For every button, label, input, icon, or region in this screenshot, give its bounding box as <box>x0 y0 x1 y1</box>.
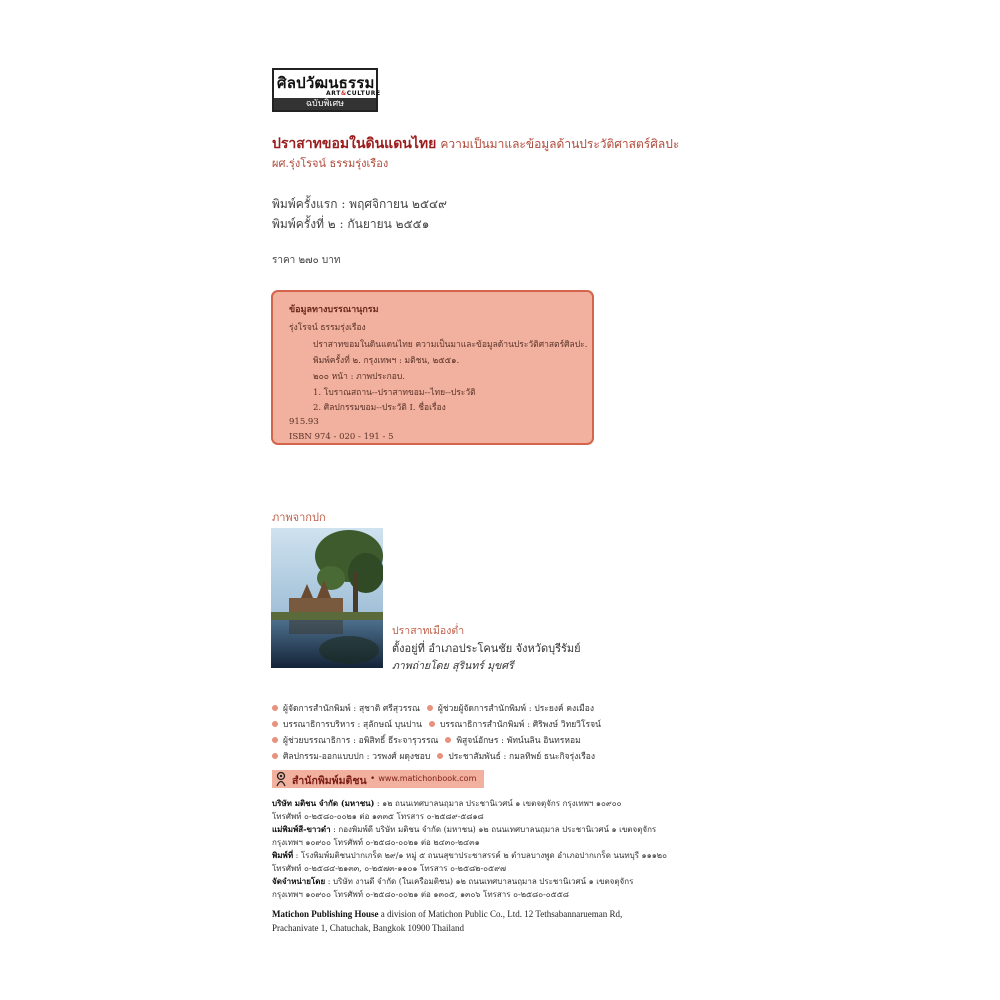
address-line: จัดจำหน่ายโดย : บริษัท งานดี จำกัด (ในเครือมติชน) ๑๒ ถนนเทศบาลนฤมาล ประชานิเวศน์ ๑ เขตจตุจักร <box>272 876 634 886</box>
bullet-icon <box>272 737 278 743</box>
logo-title: ศิลปวัฒนธรรม <box>277 74 375 92</box>
address-line: กรุงเทพฯ ๑๐๙๐๐ โทรศัพท์ ๐-๒๕๘๐-๐๐๒๑ ต่อ ๒๔๓๐-๒๔๓๑ <box>272 838 480 847</box>
staff-row <box>272 701 594 715</box>
bullet-icon <box>272 753 278 759</box>
book-subtitle: ความเป็นมาและข้อมูลด้านประวัติศาสตร์ศิลปะ <box>440 137 680 151</box>
book-title-main: ปราสาทขอมในดินแดนไทย <box>272 136 437 152</box>
temple-photo-illustration <box>271 528 383 668</box>
publisher-name: สำนักพิมพ์มติชน <box>292 775 367 787</box>
cover-label: ภาพจากปก <box>272 511 326 524</box>
address-line: พิมพ์ที่ : โรงพิมพ์มติชนปากเกร็ด ๒๙/๑ หมู่ ๕ ถนนสุขาประชาสรรค์ ๒ ตำบลบางพูด อำเภอปากเกร็ด นนทบุรี ๑๑๑๒๐ <box>272 850 667 860</box>
staff-row <box>272 717 601 731</box>
staff-credit: ประชาสัมพันธ์ : กมลทิพย์ ธนะกิจรุ่งเรือง <box>448 752 596 762</box>
cover-photo <box>271 528 383 668</box>
magazine-logo <box>272 68 381 112</box>
bullet-icon <box>445 737 451 743</box>
publisher-banner <box>272 770 484 788</box>
catalog-call-number: 915.93 <box>289 417 319 427</box>
staff-row <box>272 733 581 747</box>
logo-band: ฉบับพิเศษ <box>274 98 376 110</box>
staff-row <box>272 749 595 763</box>
publisher-logo-icon <box>274 771 288 787</box>
bullet-icon <box>437 753 443 759</box>
bullet-icon <box>272 705 278 711</box>
bullet-icon <box>272 721 278 727</box>
catalog-line: พิมพ์ครั้งที่ ๒. กรุงเทพฯ : มติชน, ๒๕๕๑. <box>313 356 460 366</box>
catalog-line: รุ่งโรจน์ ธรรมรุ่งเรือง <box>289 323 366 333</box>
printing-second: พิมพ์ครั้งที่ ๒ : กันยายน ๒๕๕๑ <box>272 217 430 231</box>
catalog-line: ปราสาทขอมในดินแดนไทย ความเป็นมาและข้อมูลด้านประวัติศาสตร์ศิลปะ. <box>313 340 588 350</box>
catalog-box <box>271 290 594 445</box>
staff-credit: บรรณาธิการบริหาร : สุลักษณ์ บุนปาน <box>283 720 422 730</box>
english-address: Matichon Publishing House a division of Matichon Public Co., Ltd. 12 Tethsabannarueman Rd, <box>272 909 623 919</box>
bullet-icon <box>427 705 433 711</box>
publisher-url[interactable] <box>370 774 476 784</box>
address-line: กรุงเทพฯ ๑๐๙๐๐ โทรศัพท์ ๐-๒๕๘๐-๐๐๒๑ ต่อ ๑๓๐๕, ๑๓๐๖ โทรสาร ๐-๒๕๘๐-๐๕๕๘ <box>272 890 569 899</box>
staff-credit: ผู้จัดการสำนักพิมพ์ : สุชาติ ศรีสุวรรณ <box>283 704 420 714</box>
dot-icon: • <box>370 774 376 784</box>
cover-caption-location: ตั้งอยู่ที่ อำเภอประโคนชัย จังหวัดบุรีรัมย์ <box>392 642 581 655</box>
staff-credit: พิสูจน์อักษร : พัทน์นลิน อินทรหอม <box>456 736 581 746</box>
address-line: แม่พิมพ์สี-ขาวดำ : กองพิมพ์ดี บริษัท มติชน จำกัด (มหาชน) ๑๒ ถนนเทศบาลนฤมาล ประชานิเวศน์ ๑ เขตจตุจักร <box>272 824 657 834</box>
cover-caption-credit: ภาพถ่ายโดย สุรินทร์ มุขศรี <box>392 660 514 672</box>
book-title <box>272 133 679 155</box>
english-address-line2: Prachanivate 1, Chatuchak, Bangkok 10900 Thailand <box>272 923 465 933</box>
catalog-line: 1. โบราณสถาน--ปราสาทขอม--ไทย--ประวัติ <box>313 388 476 398</box>
publisher-url-text[interactable]: www.matichonbook.com <box>378 774 477 783</box>
staff-credit: ศิลปกรรม-ออกแบบปก : วรพงศ์ ผดุงชอบ <box>283 752 431 762</box>
staff-credit: ผู้ช่วยผู้จัดการสำนักพิมพ์ : ประยงค์ คงเมือง <box>437 704 594 714</box>
price: ราคา ๒๗๐ บาท <box>272 255 341 266</box>
catalog-line: ๒๐๐ หน้า : ภาพประกอบ. <box>313 372 405 382</box>
staff-credit: บรรณาธิการสำนักพิมพ์ : ศิริพงษ์ วิทยวิโรจน์ <box>439 720 601 730</box>
english-publisher-name: Matichon Publishing House <box>272 909 379 919</box>
cover-caption-title: ปราสาทเมืองต่ำ <box>392 625 465 637</box>
staff-credit: ผู้ช่วยบรรณาธิการ : อพิสิทธิ์ ธีระจารุวรรณ <box>283 736 439 746</box>
catalog-line: 2. ศิลปกรรมขอม--ประวัติ I. ชื่อเรื่อง <box>313 403 446 413</box>
bullet-icon <box>429 721 435 727</box>
book-author: ผศ.รุ่งโรจน์ ธรรมรุ่งเรือง <box>272 157 389 170</box>
catalog-heading: ข้อมูลทางบรรณานุกรม <box>289 305 379 315</box>
address-line: บริษัท มติชน จำกัด (มหาชน) : ๑๒ ถนนเทศบาลนฤมาล ประชานิเวศน์ ๑ เขตจตุจักร กรุงเทพฯ ๑๐๙๐๐ <box>272 798 622 808</box>
printing-first: พิมพ์ครั้งแรก : พฤศจิกายน ๒๕๔๙ <box>272 197 447 211</box>
catalog-isbn: ISBN 974 - 020 - 191 - 5 <box>289 432 394 442</box>
logo-subtitle: ART&CULTURE <box>326 90 381 97</box>
address-line: โทรศัพท์ ๐-๒๕๘๐-๐๐๒๑ ต่อ ๑๓๓๕ โทรสาร ๐-๒๕๘๙-๕๘๑๘ <box>272 812 484 821</box>
address-line: โทรศัพท์ ๐-๒๕๘๔-๒๑๓๓, ๐-๒๕๗๓-๑๑๐๑ โทรสาร ๐-๒๕๘๒-๐๕๙๗ <box>272 864 506 873</box>
